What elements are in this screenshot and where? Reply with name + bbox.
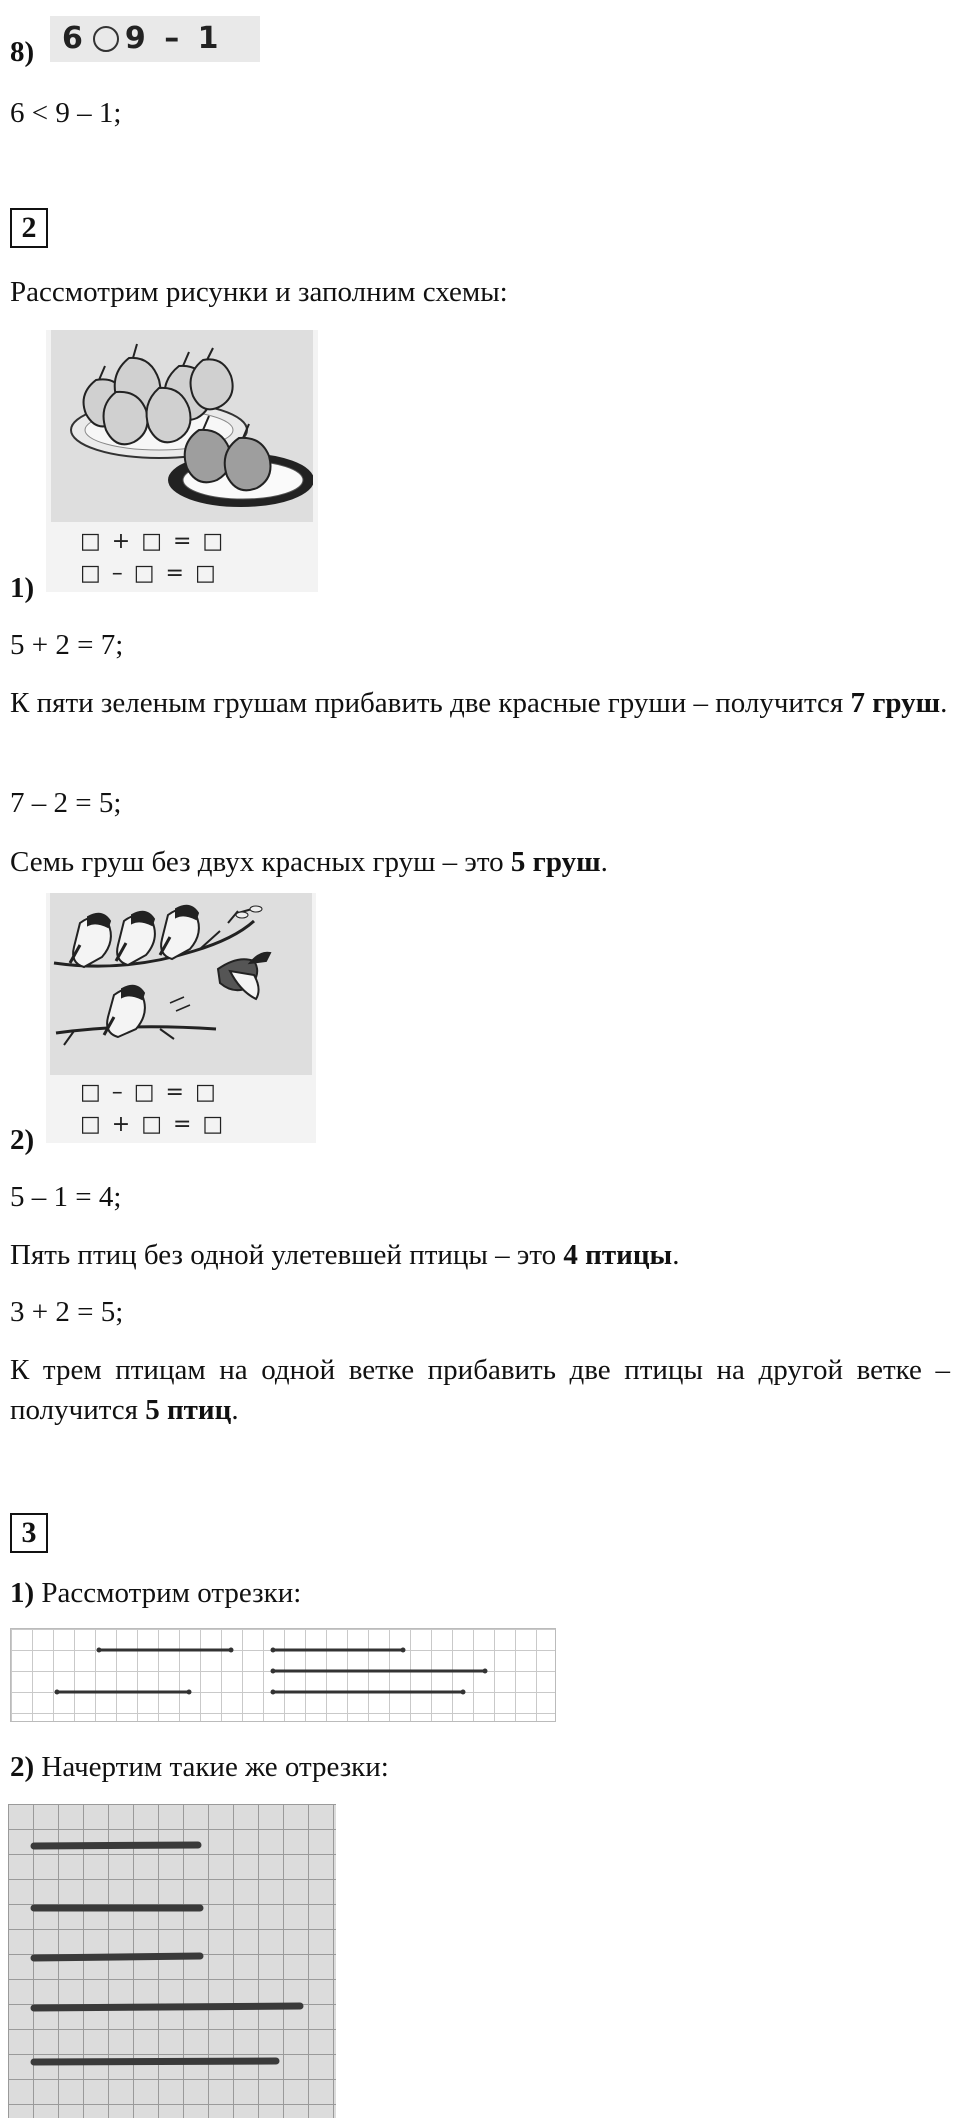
given-segments xyxy=(11,1629,557,1723)
part-2-answer-2: 5 птиц xyxy=(145,1394,232,1426)
part-1-answer-1: 7 груш xyxy=(850,687,941,719)
task-3-number: 3 xyxy=(10,1513,48,1553)
part-2-answer-1: 4 птицы xyxy=(563,1239,673,1271)
segments-grid-drawn xyxy=(8,1804,336,2118)
schema-line: □ – □ = □ xyxy=(80,1080,218,1105)
task-8-image-right: 9 – 1 xyxy=(124,21,223,56)
task-8-image xyxy=(50,16,260,62)
task-8-label: 8) xyxy=(10,36,35,68)
task-8-answer: 6 < 9 – 1; xyxy=(10,97,122,129)
part-2-equation-2: 3 + 2 = 5; xyxy=(10,1296,124,1328)
segment xyxy=(34,2006,300,2008)
part-1-explanation-1: К пяти зеленым грушам прибавить две красные груши – получится 7 груш. xyxy=(10,687,948,719)
part-1-equation-1: 5 + 2 = 7; xyxy=(10,629,124,661)
part-2-equation-1: 5 – 1 = 4; xyxy=(10,1181,122,1213)
segments-grid-given xyxy=(10,1628,556,1722)
segment xyxy=(34,1845,198,1846)
part-1-equation-2: 7 – 2 = 5; xyxy=(10,787,122,819)
task-3-part-1: 1) Рассмотрим отрезки: xyxy=(10,1577,302,1609)
task-3-part-2-label: 2) xyxy=(10,1751,35,1783)
drawn-segments xyxy=(8,1804,336,2118)
schema-line: □ + □ = □ xyxy=(80,529,226,554)
part-2-explanation-2: К трем птицам на одной ветке прибавить две птицы на другой ветке – получится 5 птиц. xyxy=(10,1354,950,1426)
part-1-answer-2: 5 груш xyxy=(510,846,601,878)
task-3-part-2: 2) Начертим такие же отрезки: xyxy=(10,1751,389,1783)
pears-picture xyxy=(51,330,313,522)
birds-picture xyxy=(50,893,312,1075)
pears-schema xyxy=(80,526,225,590)
segment xyxy=(34,1956,200,1958)
schema-line: □ – □ = □ xyxy=(80,561,218,586)
empty-circle-icon xyxy=(93,26,119,52)
schema-line: □ + □ = □ xyxy=(80,1112,226,1137)
task-3-part-1-label: 1) xyxy=(10,1577,35,1609)
task-2-intro: Рассмотрим рисунки и заполним схемы: xyxy=(10,276,508,308)
pears-illustration xyxy=(46,330,318,592)
part-1-label: 1) xyxy=(10,572,35,604)
part-2-explanation-1: Пять птиц без одной улетевшей птицы – это 4 птицы. xyxy=(10,1239,680,1271)
task-2-number: 2 xyxy=(10,208,48,248)
part-1-explanation-2: Семь груш без двух красных груш – это 5 груш. xyxy=(10,846,608,878)
part-2-label: 2) xyxy=(10,1124,35,1156)
birds-illustration xyxy=(46,893,316,1143)
task-8-image-left: 6 xyxy=(62,21,87,56)
segment xyxy=(34,2061,276,2062)
birds-schema xyxy=(80,1077,225,1141)
